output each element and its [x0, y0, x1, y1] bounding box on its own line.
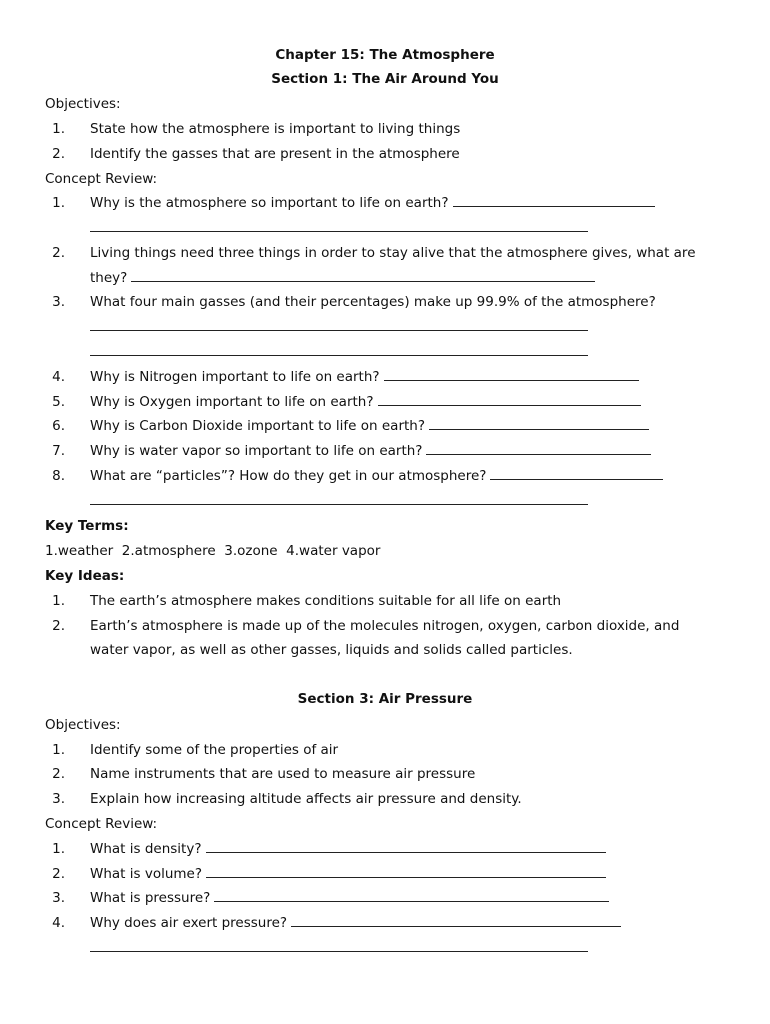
key-terms-list: 1.weather 2.atmosphere 3.ozone 4.water vapor [45, 543, 381, 559]
key-terms-label: Key Terms: [45, 518, 129, 534]
answer-line[interactable] [90, 492, 588, 510]
key-ideas-label: Key Ideas: [45, 568, 125, 584]
section-3-title: Section 3: Air Pressure [297, 691, 473, 707]
answer-line[interactable] [90, 939, 588, 957]
answer-line[interactable] [90, 219, 588, 237]
answer-blank[interactable] [214, 889, 609, 902]
answer-blank[interactable] [429, 417, 649, 430]
answer-blank[interactable] [291, 914, 621, 927]
question-item-continued: they? [90, 269, 595, 287]
answer-blank[interactable] [131, 269, 595, 282]
answer-blank[interactable] [384, 368, 639, 381]
objectives-label: Objectives: [45, 717, 121, 733]
answer-blank[interactable] [206, 865, 606, 878]
chapter-title: Chapter 15: The Atmosphere [275, 47, 495, 63]
objectives-label: Objectives: [45, 96, 121, 112]
section-1-title: Section 1: The Air Around You [271, 71, 499, 87]
key-idea-item-continued: water vapor, as well as other gasses, liquids and solids called particles. [90, 642, 573, 658]
answer-blank[interactable] [426, 442, 651, 455]
answer-line[interactable] [90, 318, 588, 336]
answer-blank[interactable] [206, 840, 606, 853]
answer-blank[interactable] [490, 467, 663, 480]
answer-blank[interactable] [378, 393, 641, 406]
concept-review-label: Concept Review: [45, 816, 158, 832]
concept-review-label: Concept Review: [45, 171, 158, 187]
answer-blank[interactable] [453, 194, 655, 207]
answer-line[interactable] [90, 343, 588, 361]
worksheet-page: Chapter 15: The Atmosphere Section 1: The Air Around You Objectives: 1. State how the atmosphere is important to living things 2. Identify the gasses that are present in the atmosphere Concept Review: 1. Why is the atmosphere so important to life on earth? 2. Living things need three things in order to stay alive that the atmosphere gives, what are they? 3. What four main gasses (and their percentages) make up 99.9% of the atmosphere? 4. Why is Nitrogen important to life on earth? 5. Why is Oxygen important to life on earth? 6. Why is Carbon Dioxide important to life on earth? 7. Why is water vapor so important to life on earth? 8. What are “particles”? How do they get in our atmosphere? Key Terms: 1.weather 2.atmosphere 3.ozone 4.water vapor Key Ideas: 1. The earth’s atmosphere makes conditions suitable for all life on earth 2. Earth’s atmosphere is made up of the molecules nitrogen, oxygen, carbon dioxide, and water vapor, as well as other gasses, liquids and solids called particles. Section 3: Air Pressure Objectives: 1. Identify some of the properties of air 2. Name instruments that are used to measure air pressure 3. Explain how increasing altitude affects air pressure and density. Concept Review: 1. What is density? 2. What is volume? 3. What is pressure? 4. Why does air exert pressure? [0, 0, 770, 1024]
